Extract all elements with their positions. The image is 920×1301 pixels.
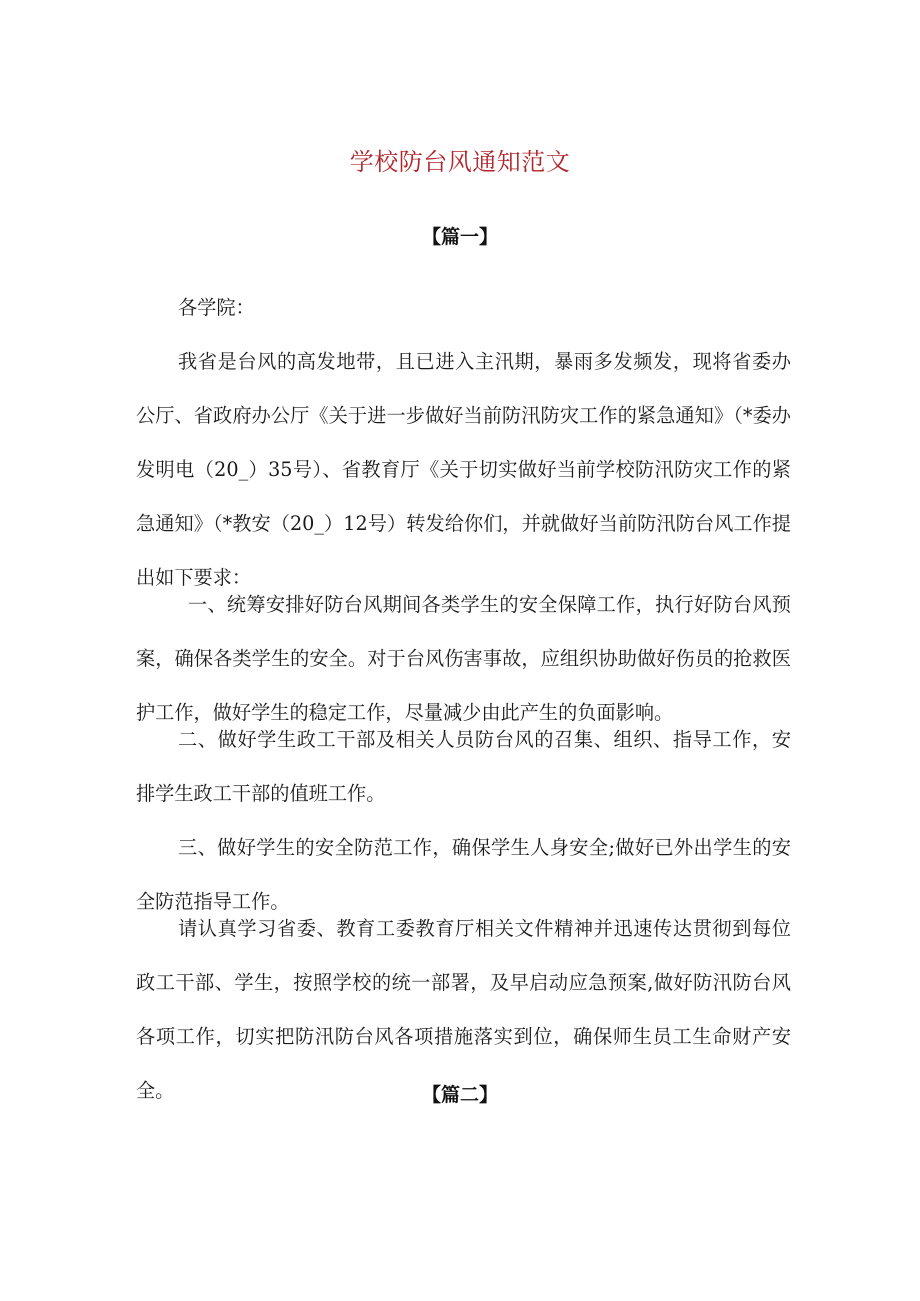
section-heading-1: 【篇一】	[421, 226, 498, 248]
intro-paragraph-block	[136, 335, 791, 605]
document-title: 学校防台风通知范文	[349, 148, 571, 176]
requirement-2-block	[136, 713, 791, 821]
requirement-paragraph-1: 一、统筹安排好防台风期间各类学生的安全保障工作，执行好防台风预案，确保各类学生的安全。对于台风伤害事故，应组织协助做好伤员的抢救医护工作，做好学生的稳定工作，尽量减少由此产生的负面影响。	[136, 593, 791, 724]
salutation: 各学院：	[178, 296, 255, 319]
requirement-paragraph-3: 三、做好学生的安全防范工作，确保学生人身安全;做好已外出学生的安全防范指导工作。	[136, 836, 791, 913]
intro-paragraph: 我省是台风的高发地带，且已进入主汛期，暴雨多发频发，现将省委办公厅、省政府办公厅《关于进一步做好当前防汛防灾工作的紧急通知》（*委办发明电（20_）35号）、省教育厅《关于切实做好当前学校防汛防灾工作的紧急通知》（*教安（20_）12号）转发给你们，并就做好当前防汛防台风工作提出如下要求：	[136, 350, 791, 589]
section-heading-2: 【篇二】	[421, 1084, 498, 1106]
closing-request-paragraph: 请认真学习省委、教育工委教育厅相关文件精神并迅速传达贯彻到每位政工干部、学生，按照学校的统一部署，及早启动应急预案,做好防汛防台风各项工作，切实把防汛防台风各项措施落实到位，确保师生员工生命财产安全。	[136, 917, 791, 1102]
requirement-paragraph-2: 二、做好学生政工干部及相关人员防台风的召集、组织、指导工作，安排学生政工干部的值班工作。	[136, 728, 791, 805]
